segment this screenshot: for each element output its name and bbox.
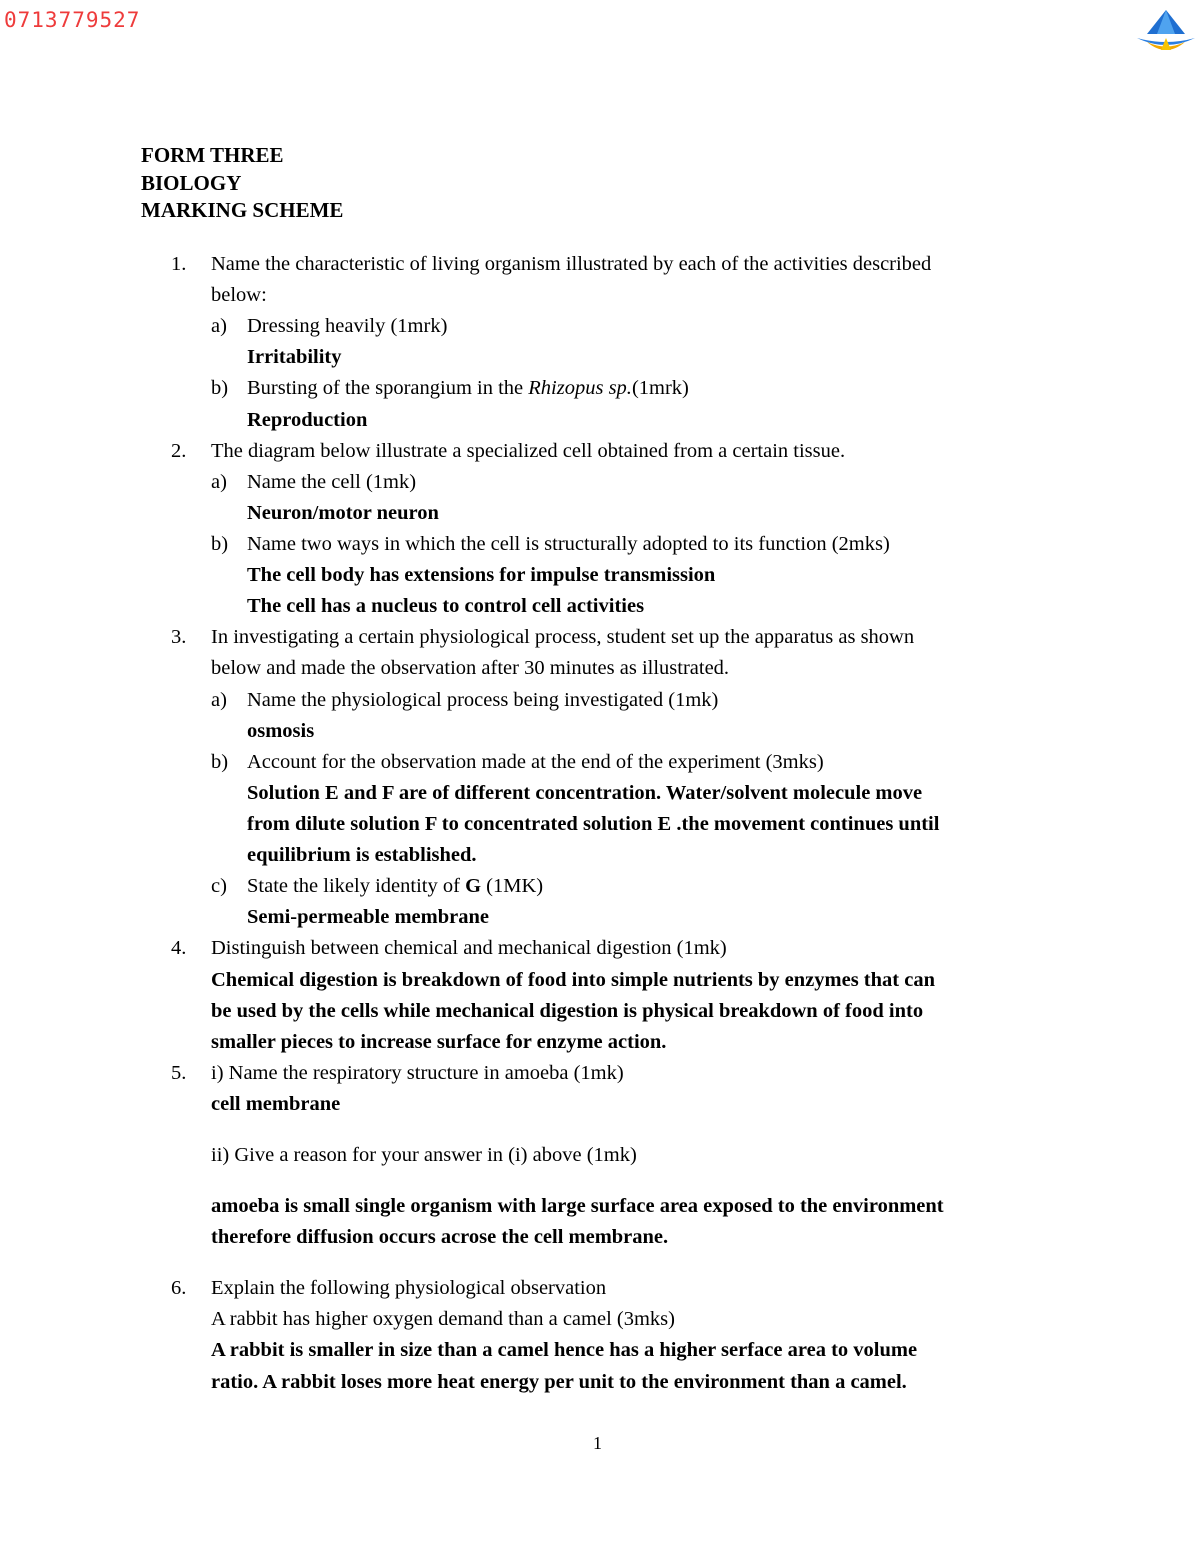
q1-text-line2: below: [211, 284, 267, 306]
q2-text: The diagram below illustrate a specialized cell obtained from a certain tissue. [211, 440, 846, 462]
q6-text-line1: Explain the following physiological observation [211, 1277, 607, 1299]
q3b-text: Account for the observation made at the end of the experiment (3mks) [247, 751, 824, 773]
document-header [141, 142, 343, 225]
q2b-label: b) [211, 533, 229, 555]
q1a-text: Dressing heavily (1mrk) [247, 315, 448, 337]
q5ii-answer-2: therefore diffusion occurs acrose the cell membrane. [211, 1226, 669, 1248]
q3a-text: Name the physiological process being investigated (1mk) [247, 689, 719, 711]
q1-text-line1: Name the characteristic of living organism illustrated by each of the activities described [211, 253, 932, 275]
q3b-answer-1: Solution E and F are of different concentration. Water/solvent molecule move [247, 782, 923, 804]
q1b-species: Rhizopus sp. [528, 377, 632, 399]
q3-number: 3. [171, 626, 187, 648]
header-form: FORM THREE [141, 143, 284, 167]
q3a-label: a) [211, 689, 227, 711]
q3-text-line1: In investigating a certain physiological process, student set up the apparatus as shown [211, 626, 915, 648]
q3c-text [247, 871, 543, 902]
q5ii-answer-1: amoeba is small single organism with large surface area exposed to the environment [211, 1195, 944, 1217]
q6-answer-1: A rabbit is smaller in size than a camel hence has a higher serface area to volume [211, 1339, 918, 1361]
page-number: 1 [593, 1433, 602, 1453]
q2a-answer: Neuron/motor neuron [247, 502, 439, 524]
q4-answer-3: smaller pieces to increase surface for enzyme action. [211, 1031, 667, 1053]
q1b-text-pre: Bursting of the sporangium in the [247, 377, 529, 399]
q2b-answer-2: The cell has a nucleus to control cell activities [247, 595, 645, 617]
q3b-label: b) [211, 751, 229, 773]
header-title: MARKING SCHEME [141, 198, 344, 222]
header-subject: BIOLOGY [141, 170, 242, 195]
q2-number: 2. [171, 440, 187, 462]
q3b-answer-2: from dilute solution F to concentrated solution E .the movement continues until [247, 813, 940, 835]
q1-number: 1. [171, 253, 187, 275]
q3c-text-pre: State the likely identity of [247, 875, 466, 897]
q3b-answer-3: equilibrium is established. [247, 844, 477, 866]
q4-number: 4. [171, 937, 187, 959]
q3c-marks: (1MK) [481, 875, 544, 897]
q1b-marks: (1mrk) [631, 377, 689, 399]
q3-text-line2: below and made the observation after 30 minutes as illustrated. [211, 657, 730, 679]
q2a-text: Name the cell (1mk) [247, 471, 417, 493]
q4-text: Distinguish between chemical and mechanical digestion (1mk) [211, 937, 727, 959]
q5ii-text: ii) Give a reason for your answer in (i) above (1mk) [211, 1144, 637, 1166]
q2b-answer-1: The cell body has extensions for impulse transmission [247, 564, 716, 586]
q2a-label: a) [211, 471, 227, 493]
q5i-text: i) Name the respiratory structure in amoeba (1mk) [211, 1062, 624, 1084]
phone-watermark: 0713779527 [4, 8, 141, 32]
q6-answer-2: ratio. A rabbit loses more heat energy per unit to the environment than a camel. [211, 1371, 907, 1393]
q2b-text: Name two ways in which the cell is structurally adopted to its function (2mks) [247, 533, 890, 555]
q1a-answer: Irritability [247, 346, 342, 368]
q5-number: 5. [171, 1062, 187, 1084]
q1a-label: a) [211, 315, 227, 337]
q1b-label: b) [211, 377, 229, 399]
q3c-letter: G [465, 875, 482, 897]
q3c-answer: Semi-permeable membrane [247, 906, 489, 928]
q4-answer-2: be used by the cells while mechanical digestion is physical breakdown of food into [211, 1000, 924, 1022]
q4-answer-1: Chemical digestion is breakdown of food into simple nutrients by enzymes that can [211, 969, 935, 991]
logo-icon [1133, 8, 1199, 58]
q6-number: 6. [171, 1277, 187, 1299]
q5i-answer: cell membrane [211, 1093, 341, 1115]
q1b-text [247, 373, 689, 404]
q6-text-line2: A rabbit has higher oxygen demand than a camel (3mks) [211, 1308, 675, 1330]
q1b-answer: Reproduction [247, 409, 368, 431]
q3c-label: c) [211, 875, 227, 897]
q3a-answer: osmosis [247, 720, 315, 742]
